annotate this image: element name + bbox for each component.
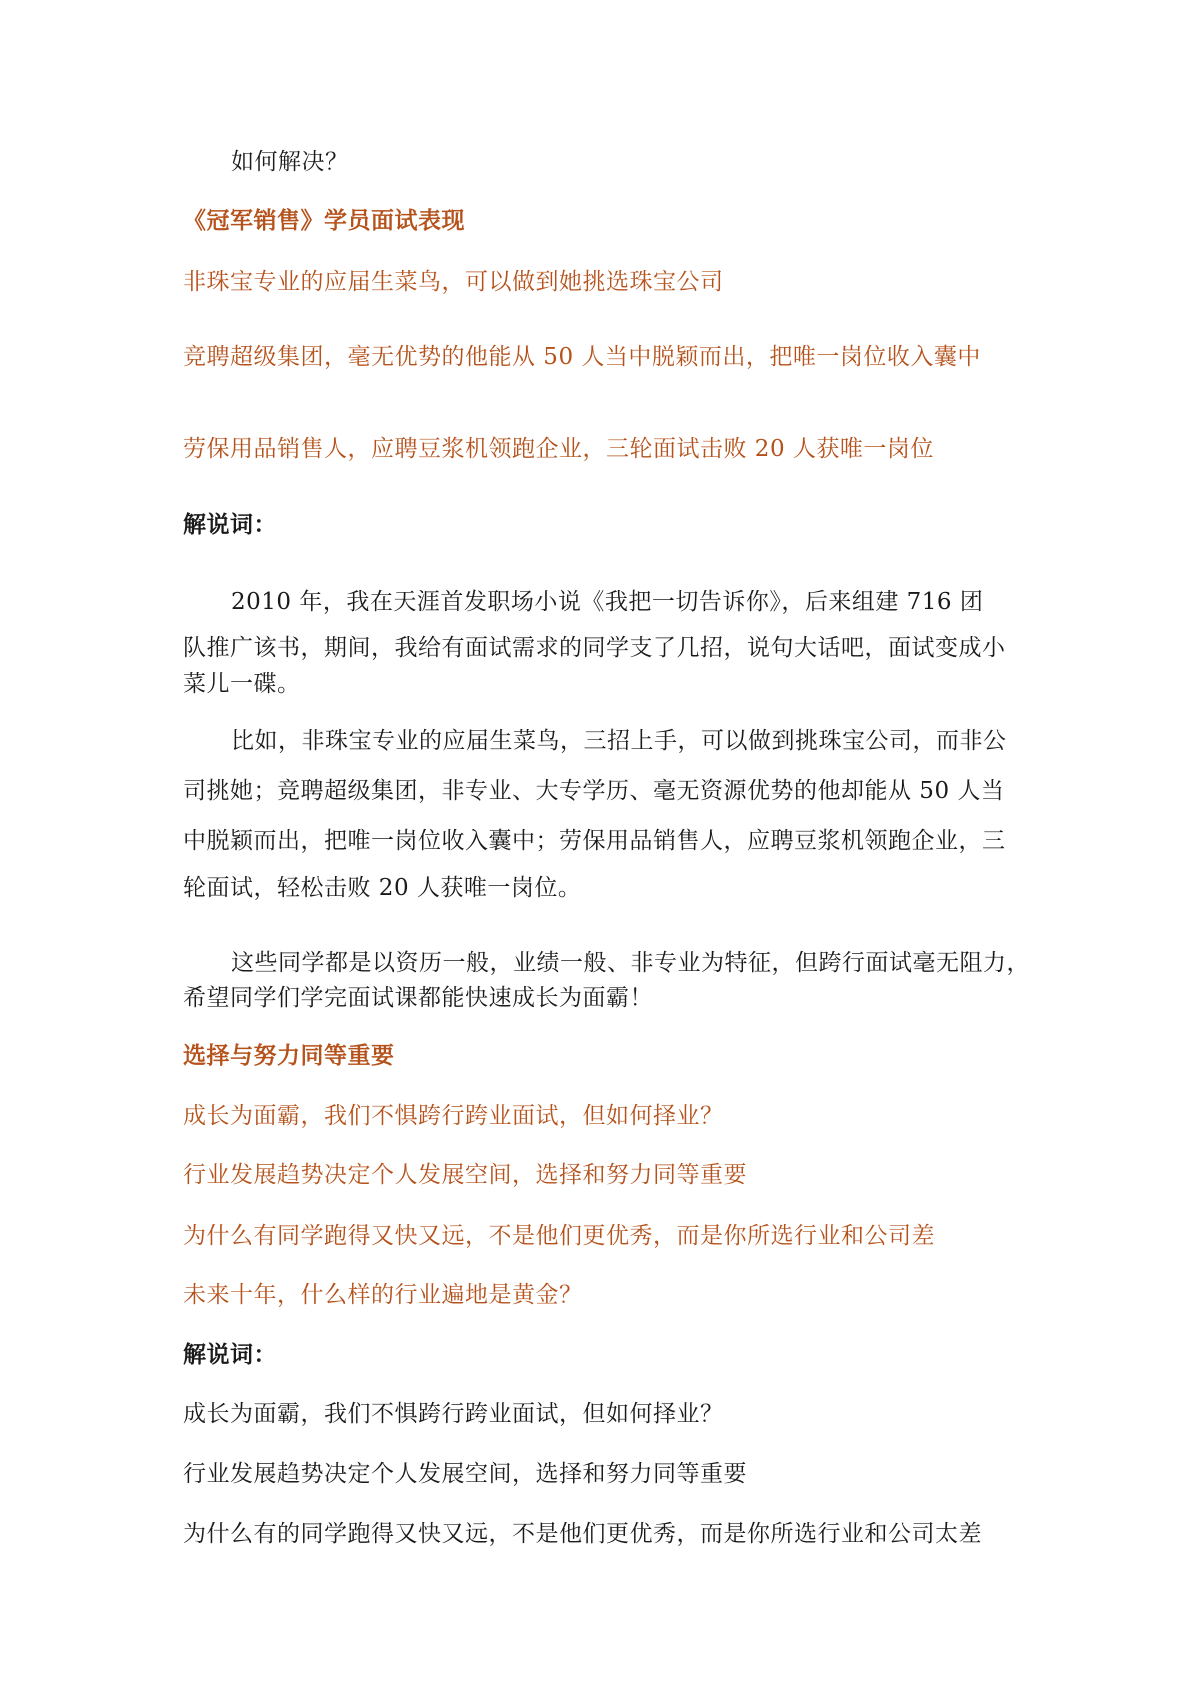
section1-item: 非珠宝专业的应届生菜鸟，可以做到她挑选珠宝公司 <box>183 269 724 295</box>
commentary-line: 行业发展趋势决定个人发展空间，选择和努力同等重要 <box>183 1461 747 1487</box>
paragraph2-line: 司挑她；竞聘超级集团，非专业、大专学历、毫无资源优势的他却能从 50 人当 <box>183 778 1005 804</box>
section2-item: 为什么有同学跑得又快又远，不是他们更优秀，而是你所选行业和公司差 <box>183 1223 935 1249</box>
paragraph3-line: 希望同学们学完面试课都能快速成长为面霸！ <box>183 985 653 1011</box>
commentary-label: 解说词： <box>183 511 277 538</box>
paragraph2-line: 比如，非珠宝专业的应届生菜鸟，三招上手，可以做到挑珠宝公司，而非公 <box>231 728 1007 754</box>
commentary-line: 为什么有的同学跑得又快又远，不是他们更优秀，而是你所选行业和公司太差 <box>183 1521 982 1547</box>
commentary-label: 解说词： <box>183 1341 277 1368</box>
paragraph1-line: 队推广该书，期间，我给有面试需求的同学支了几招，说句大话吧，面试变成小 <box>183 635 1006 661</box>
paragraph1-line: 2010 年，我在天涯首发职场小说《我把一切告诉你》，后来组建 716 团 <box>231 589 984 615</box>
paragraph3-line: 这些同学都是以资历一般，业绩一般、非专业为特征，但跨行面试毫无阻力， <box>231 950 1030 976</box>
section2-item: 未来十年，什么样的行业遍地是黄金？ <box>183 1282 583 1308</box>
section1-item: 竞聘超级集团，毫无优势的他能从 50 人当中脱颖而出，把唯一岗位收入囊中 <box>183 344 981 370</box>
commentary-line: 成长为面霸，我们不惧跨行跨业面试，但如何择业？ <box>183 1401 724 1427</box>
paragraph1-line: 菜儿一碟。 <box>183 671 301 697</box>
paragraph2-line: 中脱颖而出，把唯一岗位收入囊中；劳保用品销售人，应聘豆浆机领跑企业，三 <box>183 828 1006 854</box>
section2-heading: 选择与努力同等重要 <box>183 1042 395 1069</box>
section2-item: 行业发展趋势决定个人发展空间，选择和努力同等重要 <box>183 1162 747 1188</box>
question-line: 如何解决？ <box>231 149 349 175</box>
section2-item: 成长为面霸，我们不惧跨行跨业面试，但如何择业？ <box>183 1103 724 1129</box>
paragraph2-line: 轮面试，轻松击败 20 人获唯一岗位。 <box>183 875 582 901</box>
section1-heading: 《冠军销售》学员面试表现 <box>183 207 465 234</box>
section1-item: 劳保用品销售人，应聘豆浆机领跑企业，三轮面试击败 20 人获唯一岗位 <box>183 436 934 462</box>
